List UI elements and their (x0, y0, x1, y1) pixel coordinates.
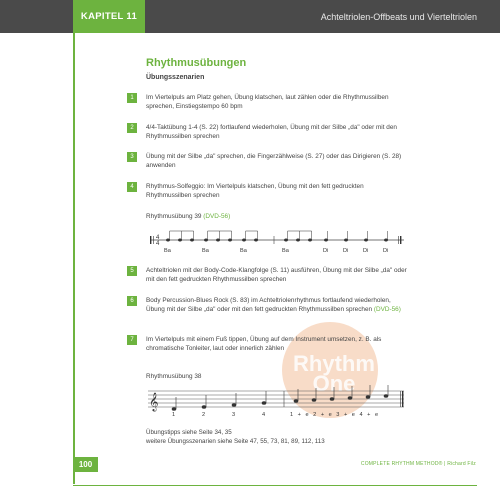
section-subtitle: Übungsszenarien (146, 74, 205, 81)
section-title: Rhythmusübungen (146, 57, 247, 69)
item-number-3: 3 (127, 152, 137, 162)
more-scenarios-note: weitere Übungsszenarien siehe Seite 47, 55, 73, 81, 89, 112, 113 (146, 438, 325, 445)
item-number-7: 7 (127, 335, 137, 345)
syllable: Ba (240, 248, 247, 254)
chapter-title: Achteltriolen-Offbeats und Vierteltriolen (320, 11, 477, 22)
exercise-38-label: Rhythmusübung 38 (146, 373, 202, 380)
syllable: Ba (202, 248, 209, 254)
page-number: 100 (73, 457, 98, 472)
item-text-2: 4/4-Taktübung 1-4 (S. 22) fortlaufend wiederholen, Übung mit der Silbe „da" oder mit den Rhythmussilben sprechen (146, 124, 397, 140)
item-text-5: Achteltriolen mit der Body-Code-Klangfolge (S. 11) ausführen, Übung mit der Silbe „da" oder mit den fett gedruckten Rhythmussilben sprechen (146, 267, 407, 283)
exercise-39-staff (146, 224, 408, 256)
exercise-39-label: Rhythmusübung 39 (DVD-56) (146, 213, 231, 220)
footer-credit: COMPLETE RHYTHM METHOD® | Richard Filz (360, 461, 476, 467)
syllable: Di (383, 248, 389, 254)
tips-note: Übungstipps siehe Seite 34, 35 (146, 429, 232, 436)
item-text-3: Übung mit der Silbe „da" sprechen, die Fingerzählweise (S. 27) oder das Dirigieren (S. 28) anwenden (146, 153, 402, 169)
item-text-6: Body Percussion-Blues Rock (S. 83) im Achteltriolenrhythmus fortlaufend wiederholen, Übung mit der Silbe „da" oder mit den fett gedruckten Rhythmussilben sprechen (DVD-56) (146, 297, 401, 313)
item-number-2: 2 (127, 123, 137, 133)
footer-rule (73, 485, 477, 486)
count-label: 1 (172, 412, 176, 418)
svg-text:4: 4 (156, 235, 160, 241)
item-text-4: Rhythmus-Solfeggio: Im Viertelpuls klatschen, Übung mit den fett gedruckten Rhythmussilben sprechen (146, 183, 364, 199)
count-label: 1 + e 2 + e 3 + e 4 + e (290, 412, 379, 418)
count-label: 3 (232, 412, 236, 418)
dvd-link[interactable]: (DVD-56) (203, 213, 231, 220)
count-label: 4 (262, 412, 266, 418)
rhythm-staff-39 (146, 224, 408, 256)
chapter-label: KAPITEL 11 (73, 0, 145, 33)
syllable: Di (323, 248, 329, 254)
syllable: Ba (282, 248, 289, 254)
item-text-7: Im Viertelpuls mit einem Fuß tippen, Übung auf dem Instrument umsetzen, z. B. als chromatische Tonleiter, laut oder innerlich zählen (146, 336, 382, 352)
item-number-5: 5 (127, 266, 137, 276)
left-accent-strip (73, 33, 75, 484)
item-number-1: 1 (127, 93, 137, 103)
item-number-4: 4 (127, 182, 137, 192)
rhythm-one-logo-text: Rhythm One (293, 351, 375, 396)
item-number-6: 6 (127, 296, 137, 306)
svg-text:4: 4 (156, 241, 160, 247)
exercise-38-staff (146, 383, 408, 423)
count-label: 2 (202, 412, 206, 418)
syllable: Di (363, 248, 369, 254)
dvd-link[interactable]: (DVD-56) (373, 306, 401, 313)
syllable: Di (343, 248, 349, 254)
svg-text:𝄞: 𝄞 (149, 392, 159, 411)
item-text-1: Im Viertelpuls am Platz gehen, Übung klatschen, laut zählen oder die Rhythmussilben sprechen, Einstiegstempo 60 bpm (146, 94, 389, 110)
syllable: Ba (164, 248, 171, 254)
